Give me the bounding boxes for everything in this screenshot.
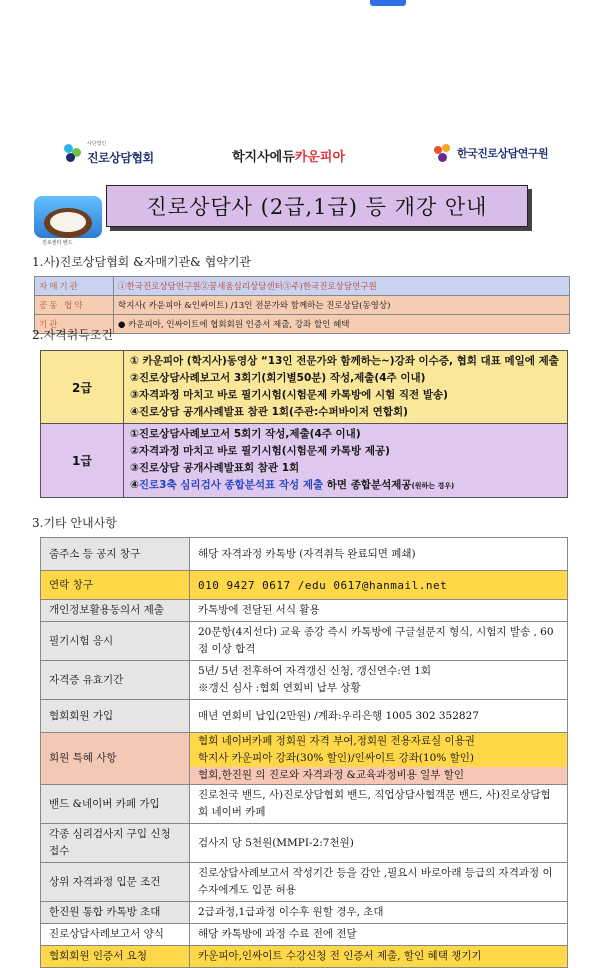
- institute-name: 한국진로상담연구원: [457, 147, 549, 160]
- status-indicator: [370, 0, 406, 6]
- institute-logo: [432, 142, 548, 164]
- info-value: 카톡방에 전달된 서식 활용: [190, 600, 568, 622]
- table-row: [41, 571, 568, 600]
- grade1-label: 1급: [41, 424, 124, 498]
- association-logo: [62, 140, 154, 166]
- list-item: ③진로상담 공개사례발표회 참관 1회: [130, 462, 300, 474]
- list-item: ④진로상담 공개사례발표 참관 1회(주관:수퍼바이저 연합회): [130, 406, 408, 418]
- list-item: ②진로상담사례보고서 3회기(회기별50분) 작성,제출(4주 이내): [130, 372, 426, 384]
- list-item: ① 카운피아 (학지사)동영상 “13인 전문가와 함께하는~)강좌 이수증, 협회 대표 메일에 제출: [130, 355, 559, 367]
- table-row: [41, 863, 568, 902]
- institute-logo-icon: [432, 142, 454, 164]
- table-row: [41, 924, 568, 946]
- info-value: 카운피아,인싸이트 수강신청 전 인증서 제출, 할인 혜택 챙기기: [190, 946, 568, 968]
- info-key: 개인정보활용동의서 제출: [41, 600, 190, 622]
- info-key: 회원 특혜 사항: [41, 733, 190, 785]
- info-key: 상위 자격과정 입문 조건: [41, 863, 190, 902]
- table-row: [35, 277, 570, 296]
- info-value: 매년 연회비 납입(2만원) /계좌:우리은행 1005 302 352827: [190, 700, 568, 733]
- row-value: 학지사( 카운피아 &인싸이트) /13인 전문가와 함께하는 진로상담(동영상): [114, 296, 570, 315]
- table-row: [35, 296, 570, 315]
- table-row: [41, 785, 568, 824]
- item4-note: (원하는 경우): [411, 482, 455, 490]
- coconut-image: [34, 196, 102, 238]
- section1-heading: 1.사)진로상담협회 &자매기관& 협약기관: [32, 255, 252, 269]
- partner-table: [34, 276, 570, 334]
- partner-logo: [232, 146, 345, 165]
- logo-row: [0, 138, 600, 172]
- grade2-label: 2급: [41, 351, 124, 424]
- info-key: 자격증 유효기간: [41, 661, 190, 700]
- row-value: ● 카운피아, 인싸이트에 협회회원 인증서 제출, 강좌 할인 혜택: [114, 315, 570, 334]
- info-key: 협회회원 가입: [41, 700, 190, 733]
- partner-a-name: 학지사에듀: [232, 150, 295, 165]
- info-value: 진로천국 밴드, 사)진로상담협회 밴드, 직업상담사협객문 밴드, 사)진로상담협회 네이버 카페: [190, 785, 568, 824]
- info-key: 한진원 통합 카톡방 초대: [41, 902, 190, 924]
- title-box: [106, 185, 528, 227]
- contact-value: 010 9427 0617 /edu 0617@hanmail.net: [190, 571, 568, 600]
- section2-heading: 2.자격취득조건: [32, 328, 114, 342]
- benefit-line: 학지사 카운피아 강좌(30% 할인)/인싸이트 강좌(10% 할인): [190, 750, 567, 767]
- grade2-items: [124, 351, 568, 424]
- association-name: 진로상담협회: [87, 151, 154, 165]
- row-label: 자매기관: [35, 277, 114, 296]
- row-value: ①한국진로상담연구원②꿈세움심리상담센터③주)한국진로상담연구원: [114, 277, 570, 296]
- grade1-items: [124, 424, 568, 498]
- benefit-line: 협회 네이버카페 정회원 자격 부여,정회원 전용자료실 이용권: [190, 733, 567, 750]
- table-row: [41, 733, 568, 785]
- grade2-row: [41, 351, 568, 424]
- info-value: 20문항(4지선다) 교육 종강 즉시 카톡방에 구글설문지 형식, 시험지 발송 , 60점 이상 합격: [190, 622, 568, 661]
- qualification-table: [40, 350, 568, 498]
- item4-rest: 하면 종합분석제공: [323, 479, 412, 491]
- table-row: [41, 946, 568, 968]
- table-row: [41, 700, 568, 733]
- item4-highlight: 진로3축 심리검사 종합분석표 작성 제출: [138, 479, 324, 491]
- info-table: [40, 537, 568, 968]
- benefit-line: 협회,한진원 의 진로와 자격과정 &교육과정비용 일부 할인: [190, 767, 567, 784]
- info-key: 진로상담사례보고서 양식: [41, 924, 190, 946]
- row-label: 기관: [35, 315, 114, 334]
- table-row: [41, 600, 568, 622]
- item4-prefix: ④: [130, 479, 139, 491]
- grade1-row: [41, 424, 568, 498]
- info-value: 진로상담사례보고서 작성기간 등을 감안 ,필요시 바로아래 등급의 자격과정 이수자에게도 입문 허용: [190, 863, 568, 902]
- association-prefix: 사단법인: [87, 141, 107, 147]
- info-value: [190, 661, 568, 700]
- table-row: [41, 661, 568, 700]
- info-value: 검사지 당 5천원(MMPI-2:7천원): [190, 824, 568, 863]
- association-logo-icon: [62, 142, 84, 164]
- list-item: ①진로상담사례보고서 5회기 작성,제출(4주 이내): [130, 428, 361, 440]
- list-item: [130, 477, 561, 495]
- info-key: 필기시험 응시: [41, 622, 190, 661]
- row-label: 공동 협약: [35, 296, 114, 315]
- benefits-value: [190, 733, 568, 785]
- list-item: ③자격과정 마치고 바로 필기시험(시험문제 카톡방에 시험 직전 발송): [130, 389, 448, 401]
- info-key: 밴드 &네이버 카페 가입: [41, 785, 190, 824]
- info-key: 각종 심리검사지 구입 신청 접수: [41, 824, 190, 863]
- info-value: 해당 자격과정 카톡방 (자격취득 완료되면 폐쇄): [190, 538, 568, 571]
- validity-line: 5년/ 5년 전후하여 자격갱신 신청, 갱신연수:연 1회: [198, 665, 432, 677]
- info-key: 연락 창구: [41, 571, 190, 600]
- validity-note: ※갱신 심사 :협회 연회비 납부 상황: [198, 682, 361, 694]
- list-item: ②자격과정 마치고 바로 필기시험(시험문제 카톡방 제공): [130, 445, 390, 457]
- image-caption: 진로센터 밴드: [42, 240, 73, 246]
- section3-heading: 3.기타 안내사항: [32, 516, 117, 530]
- info-value: 해당 카톡방에 과정 수료 전에 전달: [190, 924, 568, 946]
- page-title: 진로상담사 (2급,1급) 등 개강 안내: [146, 195, 488, 219]
- info-value: 2급과정,1급과정 이수후 원할 경우, 초대: [190, 902, 568, 924]
- info-key: 줌주소 등 공지 창구: [41, 538, 190, 571]
- table-row: [41, 538, 568, 571]
- partner-b-name: 카운피아: [294, 150, 346, 165]
- info-key: 협회회원 인증서 요청: [41, 946, 190, 968]
- table-row: [41, 622, 568, 661]
- table-row: [41, 824, 568, 863]
- table-row: [41, 902, 568, 924]
- table-row: [35, 315, 570, 334]
